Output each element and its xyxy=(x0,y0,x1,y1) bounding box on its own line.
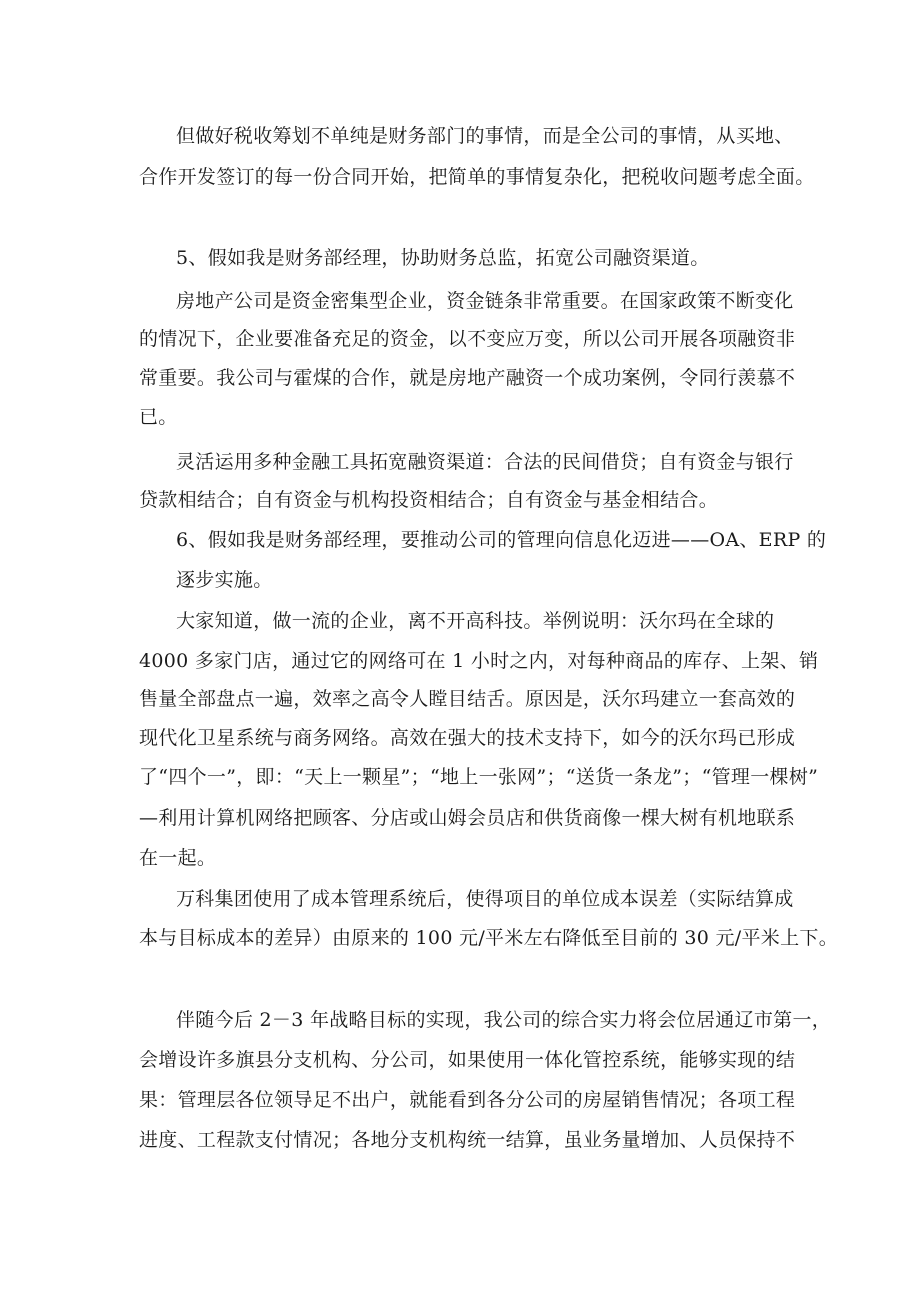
paragraph-line: 现代化卫星系统与商务网络。高效在强大的技术支持下，如今的沃尔玛已形成 xyxy=(139,727,796,749)
paragraph-line: 4000 多家门店，通过它的网络可在 1 小时之内，对每种商品的库存、上架、销 xyxy=(139,650,819,672)
paragraph-line: 售量全部盘点一遍，效率之高令人瞠目结舌。原因是，沃尔玛建立一套高效的 xyxy=(139,688,796,710)
paragraph-line: 万科集团使用了成本管理系统后，使得项目的单位成本误差（实际结算成 xyxy=(176,888,794,910)
paragraph-line: 进度、工程款支付情况；各地分支机构统一结算，虽业务量增加、人员保持不 xyxy=(139,1129,796,1151)
section-heading-6-cont: 逐步实施。 xyxy=(176,569,273,591)
paragraph-line: 大家知道，做一流的企业，离不开高科技。举例说明：沃尔玛在全球的 xyxy=(176,610,775,632)
section-heading-6: 6、假如我是财务部经理，要推动公司的管理向信息化迈进——OA、ERP 的 xyxy=(176,529,827,551)
paragraph-line: 灵活运用多种金融工具拓宽融资渠道：合法的民间借贷；自有资金与银行 xyxy=(176,451,794,473)
paragraph-line: 本与目标成本的差异）由原来的 100 元/平米左右降低至目前的 30 元/平米上下。 xyxy=(139,927,839,949)
paragraph-line: 但做好税收筹划不单纯是财务部门的事情，而是全公司的事情，从买地、 xyxy=(176,125,794,147)
paragraph-line: —利用计算机网络把顾客、分店或山姆会员店和供货商像一棵大树有机地联系 xyxy=(139,807,796,829)
section-heading-5: 5、假如我是财务部经理，协助财务总监，拓宽公司融资渠道。 xyxy=(176,247,710,269)
paragraph-line: 果：管理层各位领导足不出户，就能看到各分公司的房屋销售情况；各项工程 xyxy=(139,1089,796,1111)
paragraph-line: 了“四个一”，即：“天上一颗星”；“地上一张网”；“送货一条龙”；“管理一棵树” xyxy=(139,766,819,788)
paragraph-line: 已。 xyxy=(139,406,178,428)
paragraph-line: 常重要。我公司与霍煤的合作，就是房地产融资一个成功案例，令同行羡慕不 xyxy=(139,367,796,389)
paragraph-line: 伴随今后 2－3 年战略目标的实现，我公司的综合实力将会位居通辽市第一， xyxy=(176,1009,832,1031)
paragraph-line: 在一起。 xyxy=(139,847,217,869)
paragraph-line: 房地产公司是资金密集型企业，资金链条非常重要。在国家政策不断变化 xyxy=(176,290,794,312)
paragraph-line: 合作开发签订的每一份合同开始，把简单的事情复杂化，把税收问题考虑全面。 xyxy=(139,166,815,188)
paragraph-line: 贷款相结合；自有资金与机构投资相结合；自有资金与基金相结合。 xyxy=(139,489,719,511)
paragraph-line: 会增设许多旗县分支机构、分公司，如果使用一体化管控系统，能够实现的结 xyxy=(139,1049,796,1071)
paragraph-line: 的情况下，企业要准备充足的资金，以不变应万变，所以公司开展各项融资非 xyxy=(139,328,796,350)
